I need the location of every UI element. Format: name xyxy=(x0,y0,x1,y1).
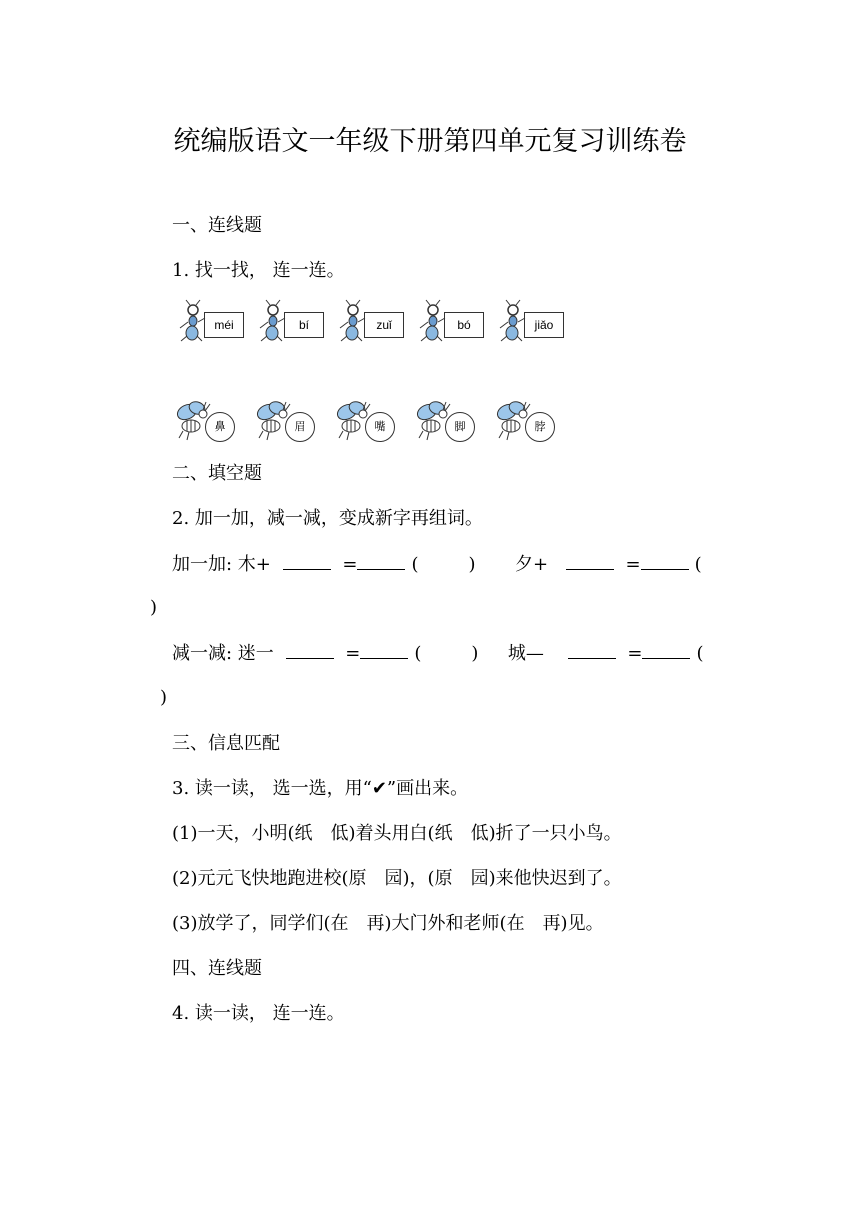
paren-open: ( xyxy=(411,554,419,575)
ant-pinyin-card[interactable] xyxy=(498,300,578,342)
character-circle: 嘴 xyxy=(365,412,395,442)
pinyin-box: méi xyxy=(204,312,244,338)
sub-row xyxy=(172,642,703,665)
paren-open: ( xyxy=(414,643,422,664)
bee-character-card[interactable] xyxy=(175,398,255,446)
character-circle: 鼻 xyxy=(205,412,235,442)
ant-pinyin-card[interactable] xyxy=(258,300,338,342)
add-label: 加一加: 木+ xyxy=(172,554,271,575)
question-1: 1. 找一找， 连一连。 xyxy=(172,260,345,281)
page-title: 统编版语文一年级下册第四单元复习训练卷 xyxy=(173,126,687,157)
pinyin-box: bí xyxy=(284,312,324,338)
question-4: 4. 读一读， 连一连。 xyxy=(172,1003,345,1024)
sub-label: 减一减: 迷一 xyxy=(172,643,274,664)
paren-close: ) xyxy=(150,597,158,618)
pinyin-box: jiǎo xyxy=(524,312,564,338)
section-heading-2: 二、填空题 xyxy=(172,463,262,484)
section-heading-3: 三、信息匹配 xyxy=(172,733,280,754)
add-blank-b[interactable] xyxy=(566,553,614,570)
character-circle: 眉 xyxy=(285,412,315,442)
ant-pinyin-card[interactable] xyxy=(338,300,418,342)
sub-answer-a[interactable] xyxy=(360,642,408,659)
pinyin-box: bó xyxy=(444,312,484,338)
sub-blank-b[interactable] xyxy=(568,642,616,659)
ant-pinyin-card[interactable] xyxy=(178,300,258,342)
sub-answer-b[interactable] xyxy=(642,642,690,659)
bee-character-card[interactable] xyxy=(335,398,415,446)
add-row xyxy=(172,553,702,576)
paren-open: ( xyxy=(696,643,704,664)
character-circle: 脚 xyxy=(445,412,475,442)
section-heading-4: 四、连线题 xyxy=(172,958,262,979)
add-answer-a[interactable] xyxy=(357,553,405,570)
pinyin-box: zuǐ xyxy=(364,312,404,338)
ant-pinyin-card[interactable] xyxy=(418,300,498,342)
character-circle: 脖 xyxy=(525,412,555,442)
choice-item[interactable]: (2)元元飞快地跑进校(原 园)，(原 园)来他快迟到了。 xyxy=(172,868,622,889)
add-b-label: 夕+ xyxy=(514,554,549,575)
bee-character-card[interactable] xyxy=(495,398,575,446)
bee-character-card[interactable] xyxy=(255,398,335,446)
equals: = xyxy=(625,554,641,575)
bee-character-card[interactable] xyxy=(415,398,495,446)
paren-open: ( xyxy=(694,554,702,575)
choice-item[interactable]: (1)一天，小明(纸 低)着头用白(纸 低)折了一只小鸟。 xyxy=(172,823,622,844)
section-heading-1: 一、连线题 xyxy=(172,215,262,236)
choice-item[interactable]: (3)放学了，同学们(在 再)大门外和老师(在 再)见。 xyxy=(172,913,604,934)
paren-close: ) xyxy=(160,687,168,708)
add-answer-b[interactable] xyxy=(641,553,689,570)
equals: = xyxy=(345,643,361,664)
add-blank-a[interactable] xyxy=(283,553,331,570)
sub-blank-a[interactable] xyxy=(286,642,334,659)
paren-close: ) xyxy=(468,554,476,575)
equals: = xyxy=(627,643,643,664)
sub-b-label: 城— xyxy=(507,643,544,664)
question-2: 2. 加一加，减一减，变成新字再组词。 xyxy=(172,508,483,529)
equals: = xyxy=(342,554,358,575)
question-3: 3. 读一读， 选一选，用“✔”画出来。 xyxy=(172,778,469,799)
paren-close: ) xyxy=(471,643,479,664)
